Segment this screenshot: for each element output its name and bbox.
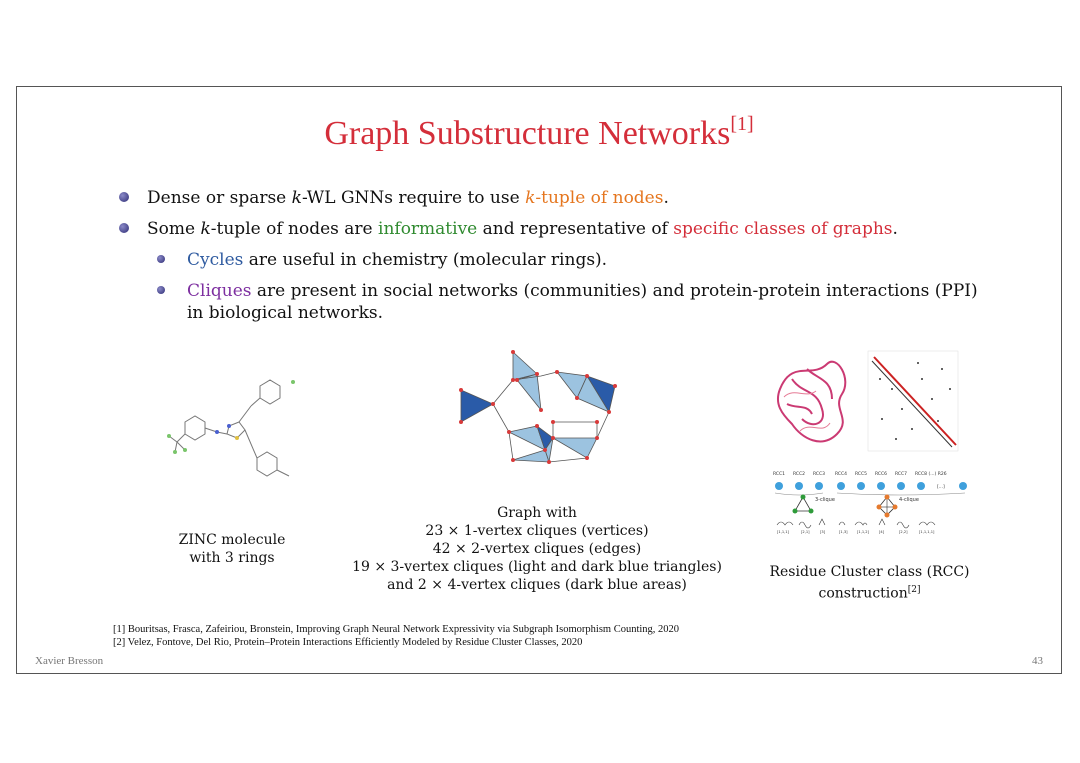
protein-structure-figure	[772, 349, 962, 457]
svg-text:RCC7: RCC7	[895, 472, 908, 477]
sub-bullet-item: Cycles are useful in chemistry (molecular rings).	[117, 249, 1017, 271]
bullet-item: Some k-tuple of nodes are informative and representative of specific classes of graphs.	[117, 218, 1017, 240]
references	[113, 623, 679, 649]
svg-text:RCC8 (...) R26: RCC8 (...) R26	[915, 472, 947, 477]
zinc-caption: ZINC molecule with 3 rings	[178, 532, 286, 566]
bullet-icon	[157, 286, 165, 294]
title-reference: [1]	[730, 113, 754, 135]
svg-text:[...]: [...]	[937, 485, 945, 490]
bullet-list	[117, 187, 1017, 333]
sub-bullet-item: Cliques are present in social networks (communities) and protein-protein interactions (PPI) in biological networks.	[117, 280, 1017, 324]
rcc-diagram-figure	[769, 467, 969, 537]
svg-text:[2,1]: [2,1]	[801, 530, 810, 534]
bullet-item: Dense or sparse k-WL GNNs require to use k-tuple of nodes.	[117, 187, 1017, 209]
svg-text:[4]: [4]	[879, 530, 885, 534]
graph-caption: Graph with 23 × 1-vertex cliques (vertices) 42 × 2-vertex cliques (edges) 19 × 3-vertex cliques (light and dark blue triangles) and 2 × 4-vertex cliques (dark blue areas)	[352, 505, 722, 593]
zinc-molecule-figure	[165, 372, 315, 482]
rcc-caption-reference: [2]	[907, 585, 921, 595]
svg-text:RCC5: RCC5	[855, 472, 868, 477]
svg-text:4-clique: 4-clique	[899, 497, 919, 503]
bullet-icon	[119, 223, 129, 233]
slide	[16, 86, 1062, 674]
bullet-icon	[157, 255, 165, 263]
svg-text:RCC6: RCC6	[875, 472, 888, 477]
svg-text:[2,2]: [2,2]	[899, 530, 908, 534]
svg-text:[1,1,1,1]: [1,1,1,1]	[919, 530, 935, 534]
footer-author: Xavier Bresson	[35, 655, 104, 667]
bullet-icon	[119, 192, 129, 202]
svg-text:[1,1,1]: [1,1,1]	[777, 530, 789, 534]
svg-text:RCC1: RCC1	[773, 472, 786, 477]
reference-2: [2] Velez, Fontove, Del Rio, Protein–Protein Interactions Efficiently Modeled by Residue Cluster Classes, 2020	[113, 637, 583, 648]
svg-text:[1,3]: [1,3]	[839, 530, 848, 534]
reference-1: [1] Bouritsas, Frasca, Zafeiriou, Bronstein, Improving Graph Neural Network Expressivity via Subgraph Isomorphism Counting, 2020	[113, 624, 680, 635]
clique-graph-figure	[437, 342, 637, 472]
svg-text:RCC3: RCC3	[813, 472, 826, 477]
rcc-caption: Residue Cluster class (RCC) construction[2]	[769, 564, 970, 602]
svg-text:[3]: [3]	[820, 530, 826, 534]
svg-text:RCC4: RCC4	[835, 472, 848, 477]
svg-text:[1,1,2]: [1,1,2]	[857, 530, 869, 534]
svg-text:3-clique: 3-clique	[815, 497, 835, 503]
slide-title: Graph Substructure Networks[1]	[324, 113, 754, 152]
svg-text:RCC2: RCC2	[793, 472, 806, 477]
page-number: 43	[1032, 655, 1043, 667]
